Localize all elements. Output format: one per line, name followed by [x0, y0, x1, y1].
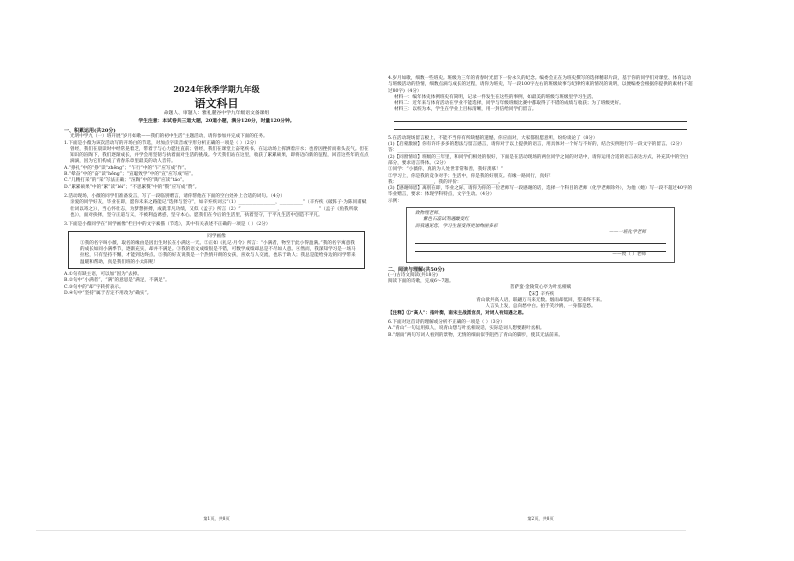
scan-edge-divider: [36, 530, 686, 531]
question-5-1: (1)【启蒙激励】你有许许多多的想法与留言感言，请你对于以上提供的语言，用具体对一个好与不好的，结合实例进行写一段文字的留言。（2分）: [388, 142, 685, 148]
setters-line: 命题人、审题人：雅礼麓谷中学九年级语文备课组: [163, 111, 270, 116]
q6-option-b: B.“烟雨”两句写词人看到的景物，无情的细雨似乎阻挡了青山的脚步，使其无法前来。: [388, 332, 563, 338]
q4-material-2: 材料二：近年来与体育活动在学业不能选择，同学与年级班级比赛中都取得了不错的成绩与收获；为了班级更好。: [394, 101, 624, 107]
subject-title: 语文科目: [194, 97, 239, 110]
card-closing: ——致（ ）老师: [612, 252, 646, 258]
page-1: [64, 68, 369, 526]
poem-note: 【注释】①“高人”：指叶衡，南宋主战派官员，对词人有知遇之恩。: [388, 310, 527, 316]
q5-2-blank: 我：________________，我的评价：________________。: [388, 179, 503, 185]
answer-line: [394, 122, 687, 130]
q1-option-b: B.“晕奋”中的“奋”读“hēng”；“宣聪致学”中的“宣”应写成“喧”。: [64, 172, 196, 178]
section-1-intro: 光明中学九（一）班开展“岁月如歌——我们的初中生活”主题活动，请你参加并完成下面的任务。: [70, 134, 268, 140]
card-heading: 致物理老师、: [415, 211, 443, 217]
q5-2-reply: ②学习上，你是我的竞争对手；生活中，你是我的好朋友。有缘一路同行，真好！: [388, 173, 554, 179]
q3-option-b: B.②句中“小满者”，“满”的意思是“满足，不满足”。: [64, 278, 170, 284]
question-6: 6.下面对这首诗的理解或分析不正确的一项是（ ）（3分）: [388, 319, 505, 325]
q4-material-3: 材料三：以校为本，学生在学业上目标清晰，用一封信给同学们留言。: [394, 107, 537, 113]
card-blank-line: [415, 236, 666, 244]
question-1-passage: 曾经，我们在晨读时中经常晃着乏，带着于与心力愿往直前；曾经，我们在课堂上奋笔疾书，在运动场上挥洒着汗水；也曾因挫折而垂头丧气。但在知识的渲陶下，我们逐渐成长，并学会用坚韧与执着面对生活的挑战。今天我们站在这里，收获了累累硕果，即将迈向新的征程，回首这些年的点点滴滴，因为它们构成了青春乐章里最美的动人音符。: [70, 146, 369, 165]
page-2: [388, 68, 693, 526]
card-line: 紫色石蕊试剂遇酸变红: [423, 217, 469, 223]
card-signature: ——一班化学老师: [609, 229, 646, 235]
q3-option-c: C.③句中的“却”字转折表示。: [64, 284, 124, 290]
card-line: 而我遇见您，学习生涯变得更加绚丽多彩: [415, 223, 498, 229]
q1-option-c: C.“几精打采”的“采”写法正确；“渲陶”中的“陶”应读“táo”。: [64, 178, 187, 184]
q6-option-a: A.“青山”一句运用拟人，说青山想与叶丞相说话，实际是词人想要跟叶丞相。: [388, 326, 545, 332]
example-label: 示例：: [388, 198, 402, 204]
q5-2-quote: ①同学：“小薇你，真的为人处世非常和善，我好羡慕！”: [388, 167, 503, 173]
question-4: 4.岁月如歌，细数一些班史。班级为三年的青春时光留下一份永久的纪念。编委会正在为班史撰写的选择精彩片段，基于你的同学们对课堂、体育运动与班级活动的热情，细数点滴与成长的过程，请你为班史，写一段100字左右的班级故事与纪律约束的情况的说明，以便编委会根据你提供的素材(不超过80字)（4分）: [388, 76, 693, 94]
question-2-passage: 亲爱的同学好友，毕业在即，愿你未来之路能记“选择与坚守”，如辛弃疾词云“（1）________________，__________”（辛弃疾《破阵子·为陈同甫赋壮词以寄之》），当心怀壮志，为梦想拼搏，成就非凡功绩，又似《孟子》所言（2）“________________，________________”（孟子《鱼我所欲也》），面对抉择，坚守正道与义，不被利益诱惑，坚守本心。愿我们在今后的生活里，执着坚守，于平凡生活中创造不平凡。: [70, 200, 367, 218]
q1-option-a: A.“挣扎”中的“挣”读“zhēng”；“乍行”中的“乍”应写成“作”。: [64, 165, 190, 171]
section-2-heading: 二、阅读与理解(共50分): [388, 266, 445, 273]
poem-author: 【宋】辛弃疾: [526, 291, 555, 297]
q5-answer-line: 答：________________________________: [388, 148, 471, 154]
subsection-1-heading: (一)古诗文阅读(共18分): [388, 272, 438, 278]
section-1-heading: 一、积累运用(共20分): [64, 128, 116, 134]
q4-material-1: 材料一：编年体史体例班史有简明，记录一件发生在这些的事例，如最美的班级与班级里学习生活。: [394, 94, 597, 100]
question-1: 1.下面是小薇为该次活动写的开场白的节选，对加点字读音或字形分析正确的一项是（ ）（2分）: [64, 140, 259, 146]
portrait-box-title: 同学画像: [207, 234, 226, 240]
q1-option-d: D.“累累硕果”中的“累”读“léi”；“不思累赘”中的“赘”应写成“赞”。: [64, 184, 200, 190]
exam-sheet: [36, 68, 693, 526]
student-notice: 学生注意：本试卷共三道大题，20道小题，满分120分，时量120分钟。: [138, 117, 295, 124]
portrait-box-text: ①我的名字叫小薇，取名的缘由是因出生时长在小满这一天。②正如《礼记·月令》所言：“小满者，物至于此小得盈满。”我的名字寓意我的成长如同小满季节，逐渐充实，却并不满足。③我的语文成绩很是不错，可数学成绩却总是不尽如人意。④然而，我深知学习是一场马拉松，只有坚持不懈，才能到达终点。⑤我的好友说我是一个热情开朗的女孩，喜欢与人交流，也乐于助人；我总是能给身边的同学带来温暖和帮助，真是我们班的小太阳呢！: [80, 240, 356, 265]
exam-title: 2024年秋季学期九年级: [173, 84, 260, 94]
page-2-footer: 第2页，共8页: [527, 515, 554, 521]
question-5-3: (3)【感谢师恩】离别在即，毕业之际，请你为你的一位老师写一段感谢的话，选择一个科目的老师（化学老师除外），为他（她）写一段不超过40字的毕业赠言，要求：体现学科特点，文字生动。（4分）: [388, 186, 693, 198]
question-2: 2.活动现场，小薇的同学们准备发言，写了一段临别赠言，请你帮他在下面的空白处补上合适的词句。（4分）: [64, 193, 285, 199]
poem-intro: 阅读下面的诗歌，完成6～7题。: [388, 279, 454, 285]
answer-line: [394, 114, 687, 122]
question-5-2: (2)【同窗情谊】班级的三年里，和同学们相处的很好，下面是在活动现场的两位同学之间的对话中，请你运用合适的语言表达方式，补充其中的空白部分，要求语言得体。（2分）: [388, 154, 689, 166]
example-card: [406, 207, 675, 262]
poem-title: 菩萨蛮·金陵赏心亭为叶丞相赋: [509, 285, 572, 291]
question-3: 3.下面是小薇同学在“同学画像”栏目中的文字素描（节选），其中有关表述不正确的一项是（ ）（2分）: [64, 222, 271, 228]
q3-option-d: D.④句中“坚持”属于否定不用改为“确实”。: [64, 290, 152, 296]
poem-line: 人言头上发，总向愁中白。拍手笑沙鸥，一身都是愁。: [485, 304, 596, 310]
poem-line: 青山欲共高人语，联翩万马来无数。烟雨却低回，望来终不来。: [476, 298, 605, 304]
question-5: 5.在活动现场留言板上，不能不当你有所缺憾的遗憾，你应面对，大家都很愿意听，纷纷谈论了（8分）: [388, 135, 598, 141]
portrait-box: [68, 231, 365, 268]
q3-option-a: A.①句有缺主语，可以加“因为”去掉。: [64, 271, 142, 277]
page-1-footer: 第1页，共8页: [203, 515, 230, 521]
